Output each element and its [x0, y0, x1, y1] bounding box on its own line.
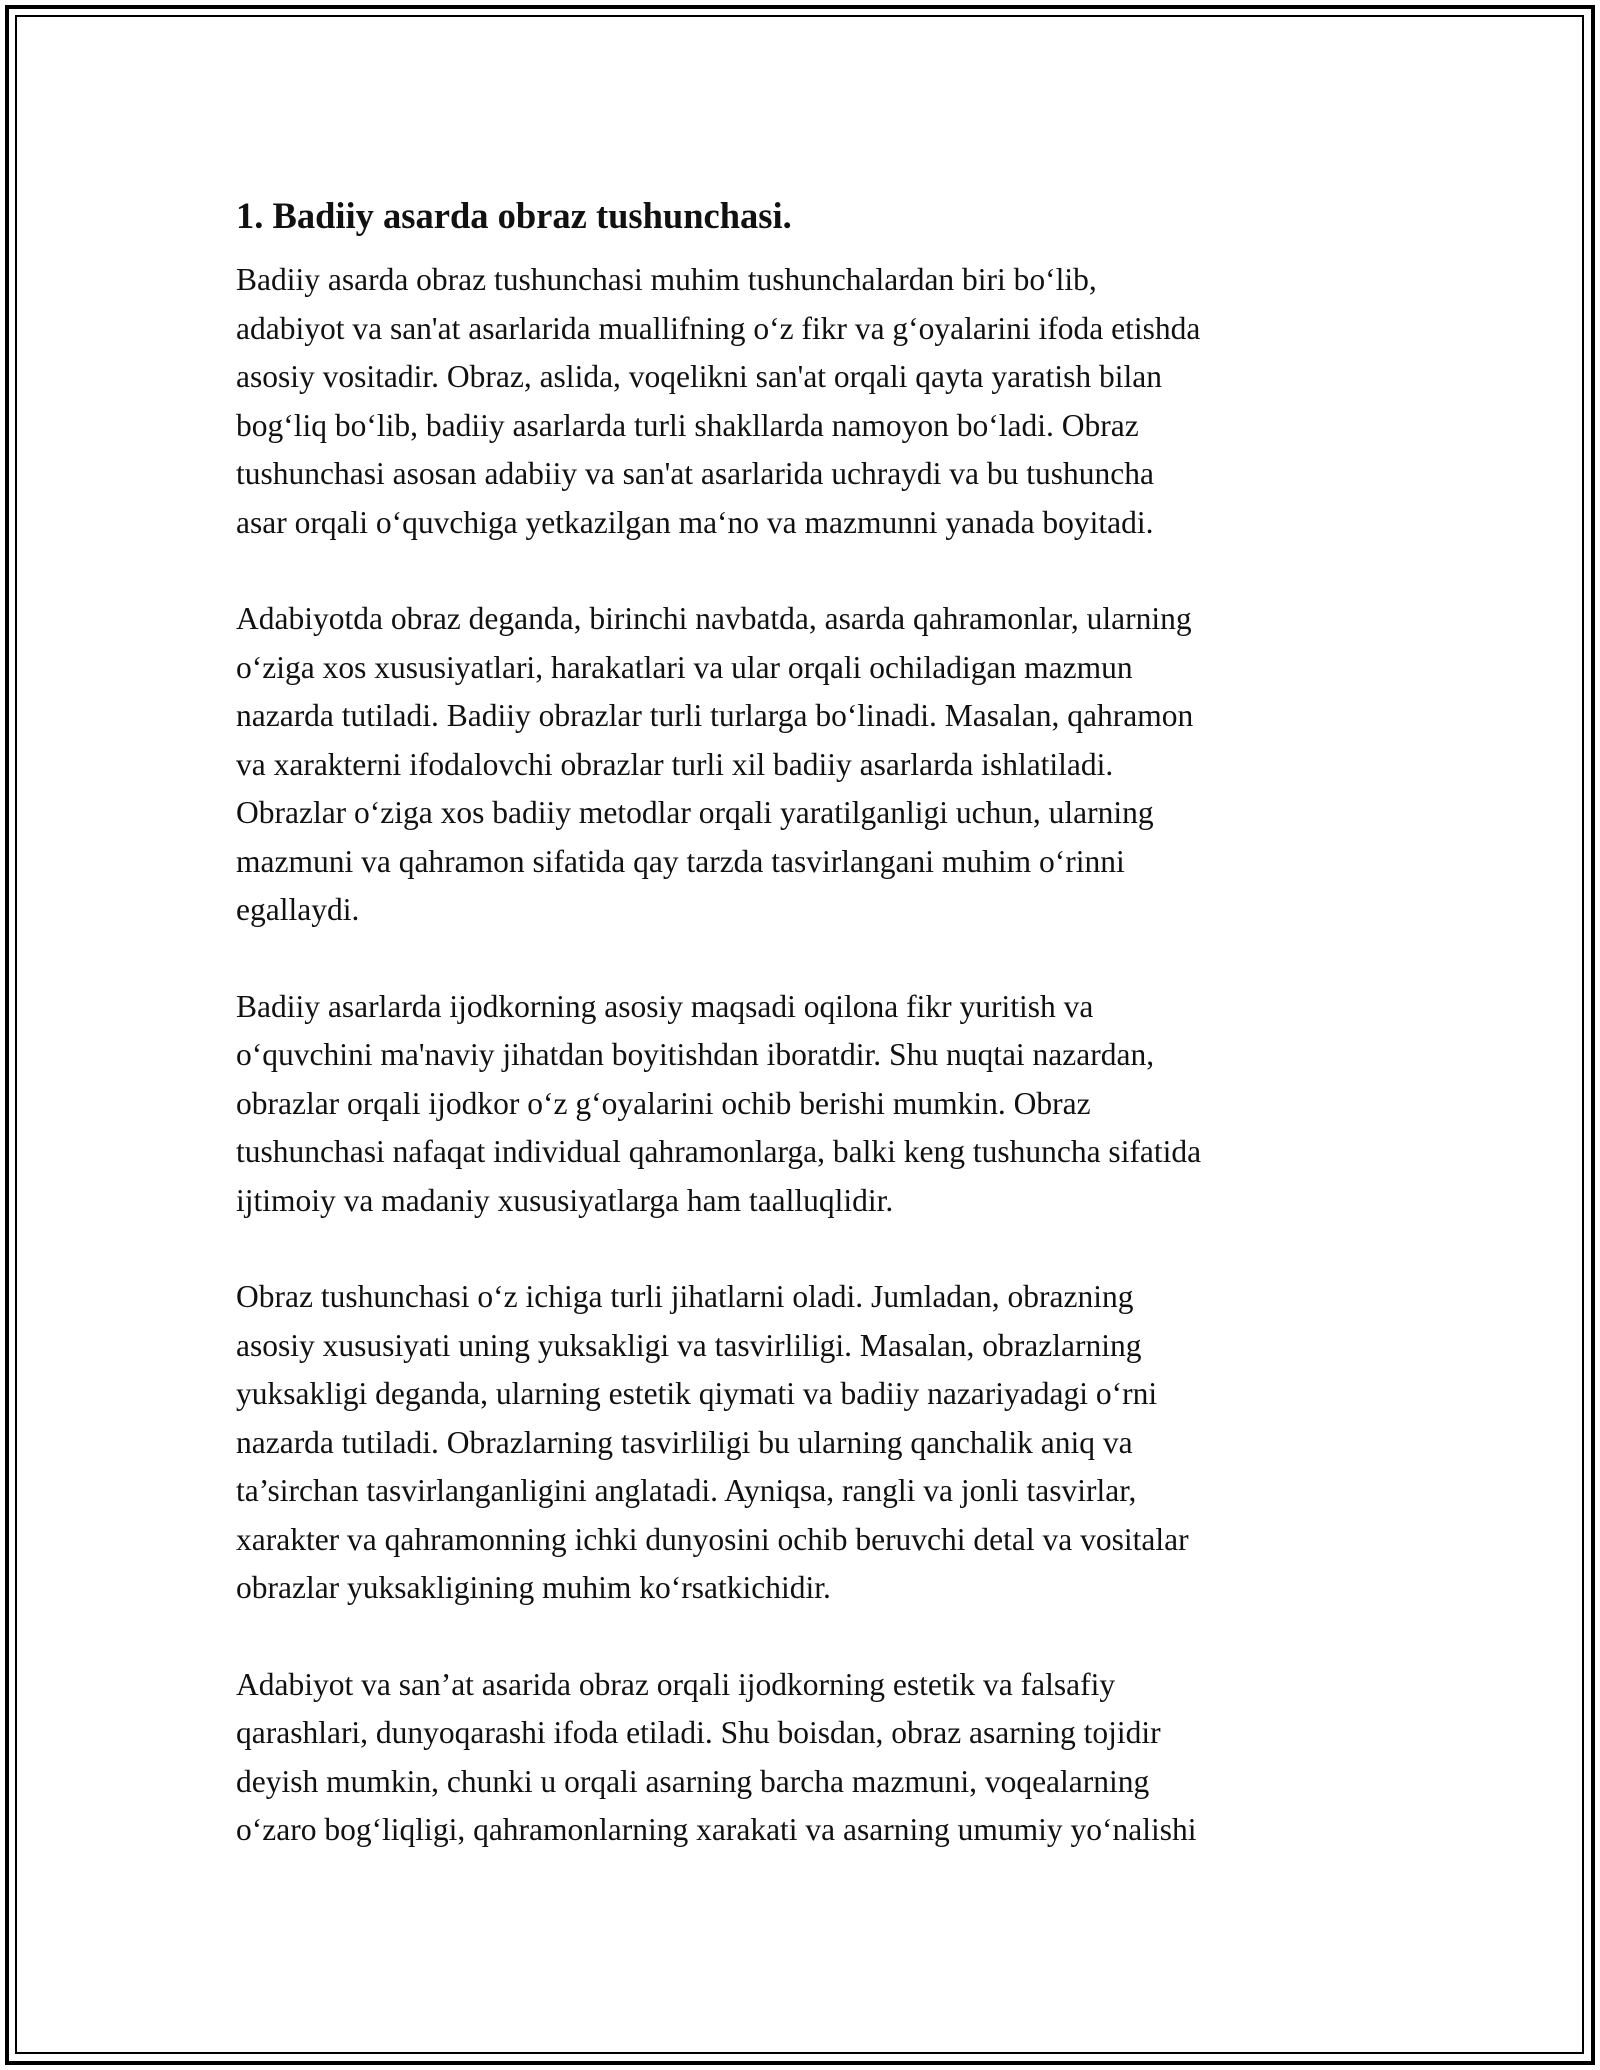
text-line: o‘zaro bog‘liqligi, qahramonlarning xarakati va asarning umumiy yo‘nalishi	[236, 1812, 1197, 1847]
document-page	[236, 190, 1376, 1903]
text-line: nazarda tutiladi. Badiiy obrazlar turli turlarga bo‘linadi. Masalan, qahramon	[236, 698, 1194, 733]
text-line: asosiy vositadir. Obraz, aslida, voqelikni san'at orqali qayta yaratish bilan	[236, 359, 1162, 394]
text-line: o‘quvchini ma'naviy jihatdan boyitishdan iboratdir. Shu nuqtai nazardan,	[236, 1037, 1155, 1072]
paragraph-4	[236, 1273, 1376, 1613]
text-line: Adabiyot va san’at asarida obraz orqali ijodkorning estetik va falsafiy	[236, 1666, 1116, 1702]
text-line: Obrazlar o‘ziga xos badiiy metodlar orqali yaratilganligi uchun, ularning	[236, 795, 1154, 830]
text-line: nazarda tutiladi. Obrazlarning tasvirliligi bu ularning qanchalik aniq va	[236, 1424, 1133, 1460]
text-line: xarakter va qahramonning ichki dunyosini ochib beruvchi detal va vositalar	[236, 1521, 1189, 1557]
text-line: adabiyot va san'at asarlarida muallifning o‘z fikr va g‘oyalarini ifoda etishda	[236, 310, 1201, 346]
text-line: deyish mumkin, chunki u orqali asarning barcha mazmuni, voqealarning	[236, 1763, 1150, 1799]
section-heading: 1. Badiiy asarda obraz tushunchasi.	[236, 195, 792, 236]
text-line: tushunchasi asosan adabiiy va san'at asarlarida uchraydi va bu tushuncha	[236, 456, 1155, 491]
text-line: egallaydi.	[236, 892, 360, 927]
text-line: obrazlar orqali ijodkor o‘z g‘oyalarini ochib berishi mumkin. Obraz	[236, 1085, 1091, 1121]
text-line: ta’sirchan tasvirlanganligini anglatadi. Ayniqsa, rangli va jonli tasvirlar,	[236, 1473, 1137, 1508]
text-line: Badiiy asarda obraz tushunchasi muhim tushunchalardan biri bo‘lib,	[236, 262, 1097, 297]
text-line: o‘ziga xos xususiyatlari, harakatlari va ular orqali ochiladigan mazmun	[236, 649, 1133, 685]
text-line: asosiy xususiyati uning yuksakligi va tasvirliligi. Masalan, obrazlarning	[236, 1327, 1142, 1363]
text-line: va xarakterni ifodalovchi obrazlar turli xil badiiy asarlarda ishlatiladi.	[236, 746, 1114, 782]
text-line: mazmuni va qahramon sifatida qay tarzda tasvirlangani muhim o‘rinni	[236, 843, 1125, 879]
text-line: bog‘liq bo‘lib, badiiy asarlarda turli shakllarda namoyon bo‘ladi. Obraz	[236, 407, 1139, 443]
text-line: Adabiyotda obraz deganda, birinchi navbatda, asarda qahramonlar, ularning	[236, 601, 1192, 636]
text-line: Badiiy asarlarda ijodkorning asosiy maqsadi oqilona fikr yuritish va	[236, 988, 1094, 1024]
paragraph-2	[236, 595, 1376, 935]
text-line: obrazlar yuksakligining muhim ko‘rsatkichidir.	[236, 1570, 831, 1605]
text-line: yuksakligi deganda, ularning estetik qiymati va badiiy nazariyadagi o‘rni	[236, 1376, 1158, 1411]
text-line: qarashlari, dunyoqarashi ifoda etiladi. Shu boisdan, obraz asarning tojidir	[236, 1715, 1161, 1750]
paragraph-5	[236, 1661, 1376, 1855]
paragraph-1	[236, 256, 1376, 547]
paragraph-3	[236, 983, 1376, 1226]
text-line: asar orqali o‘quvchiga yetkazilgan ma‘no va mazmunni yanada boyitadi.	[236, 504, 1154, 540]
text-line: ijtimoiy va madaniy xususiyatlarga ham taalluqlidir.	[236, 1182, 894, 1218]
text-line: tushunchasi nafaqat individual qahramonlarga, balki keng tushuncha sifatida	[236, 1134, 1202, 1169]
text-line: Obraz tushunchasi o‘z ichiga turli jihatlarni oladi. Jumladan, obrazning	[236, 1279, 1134, 1314]
